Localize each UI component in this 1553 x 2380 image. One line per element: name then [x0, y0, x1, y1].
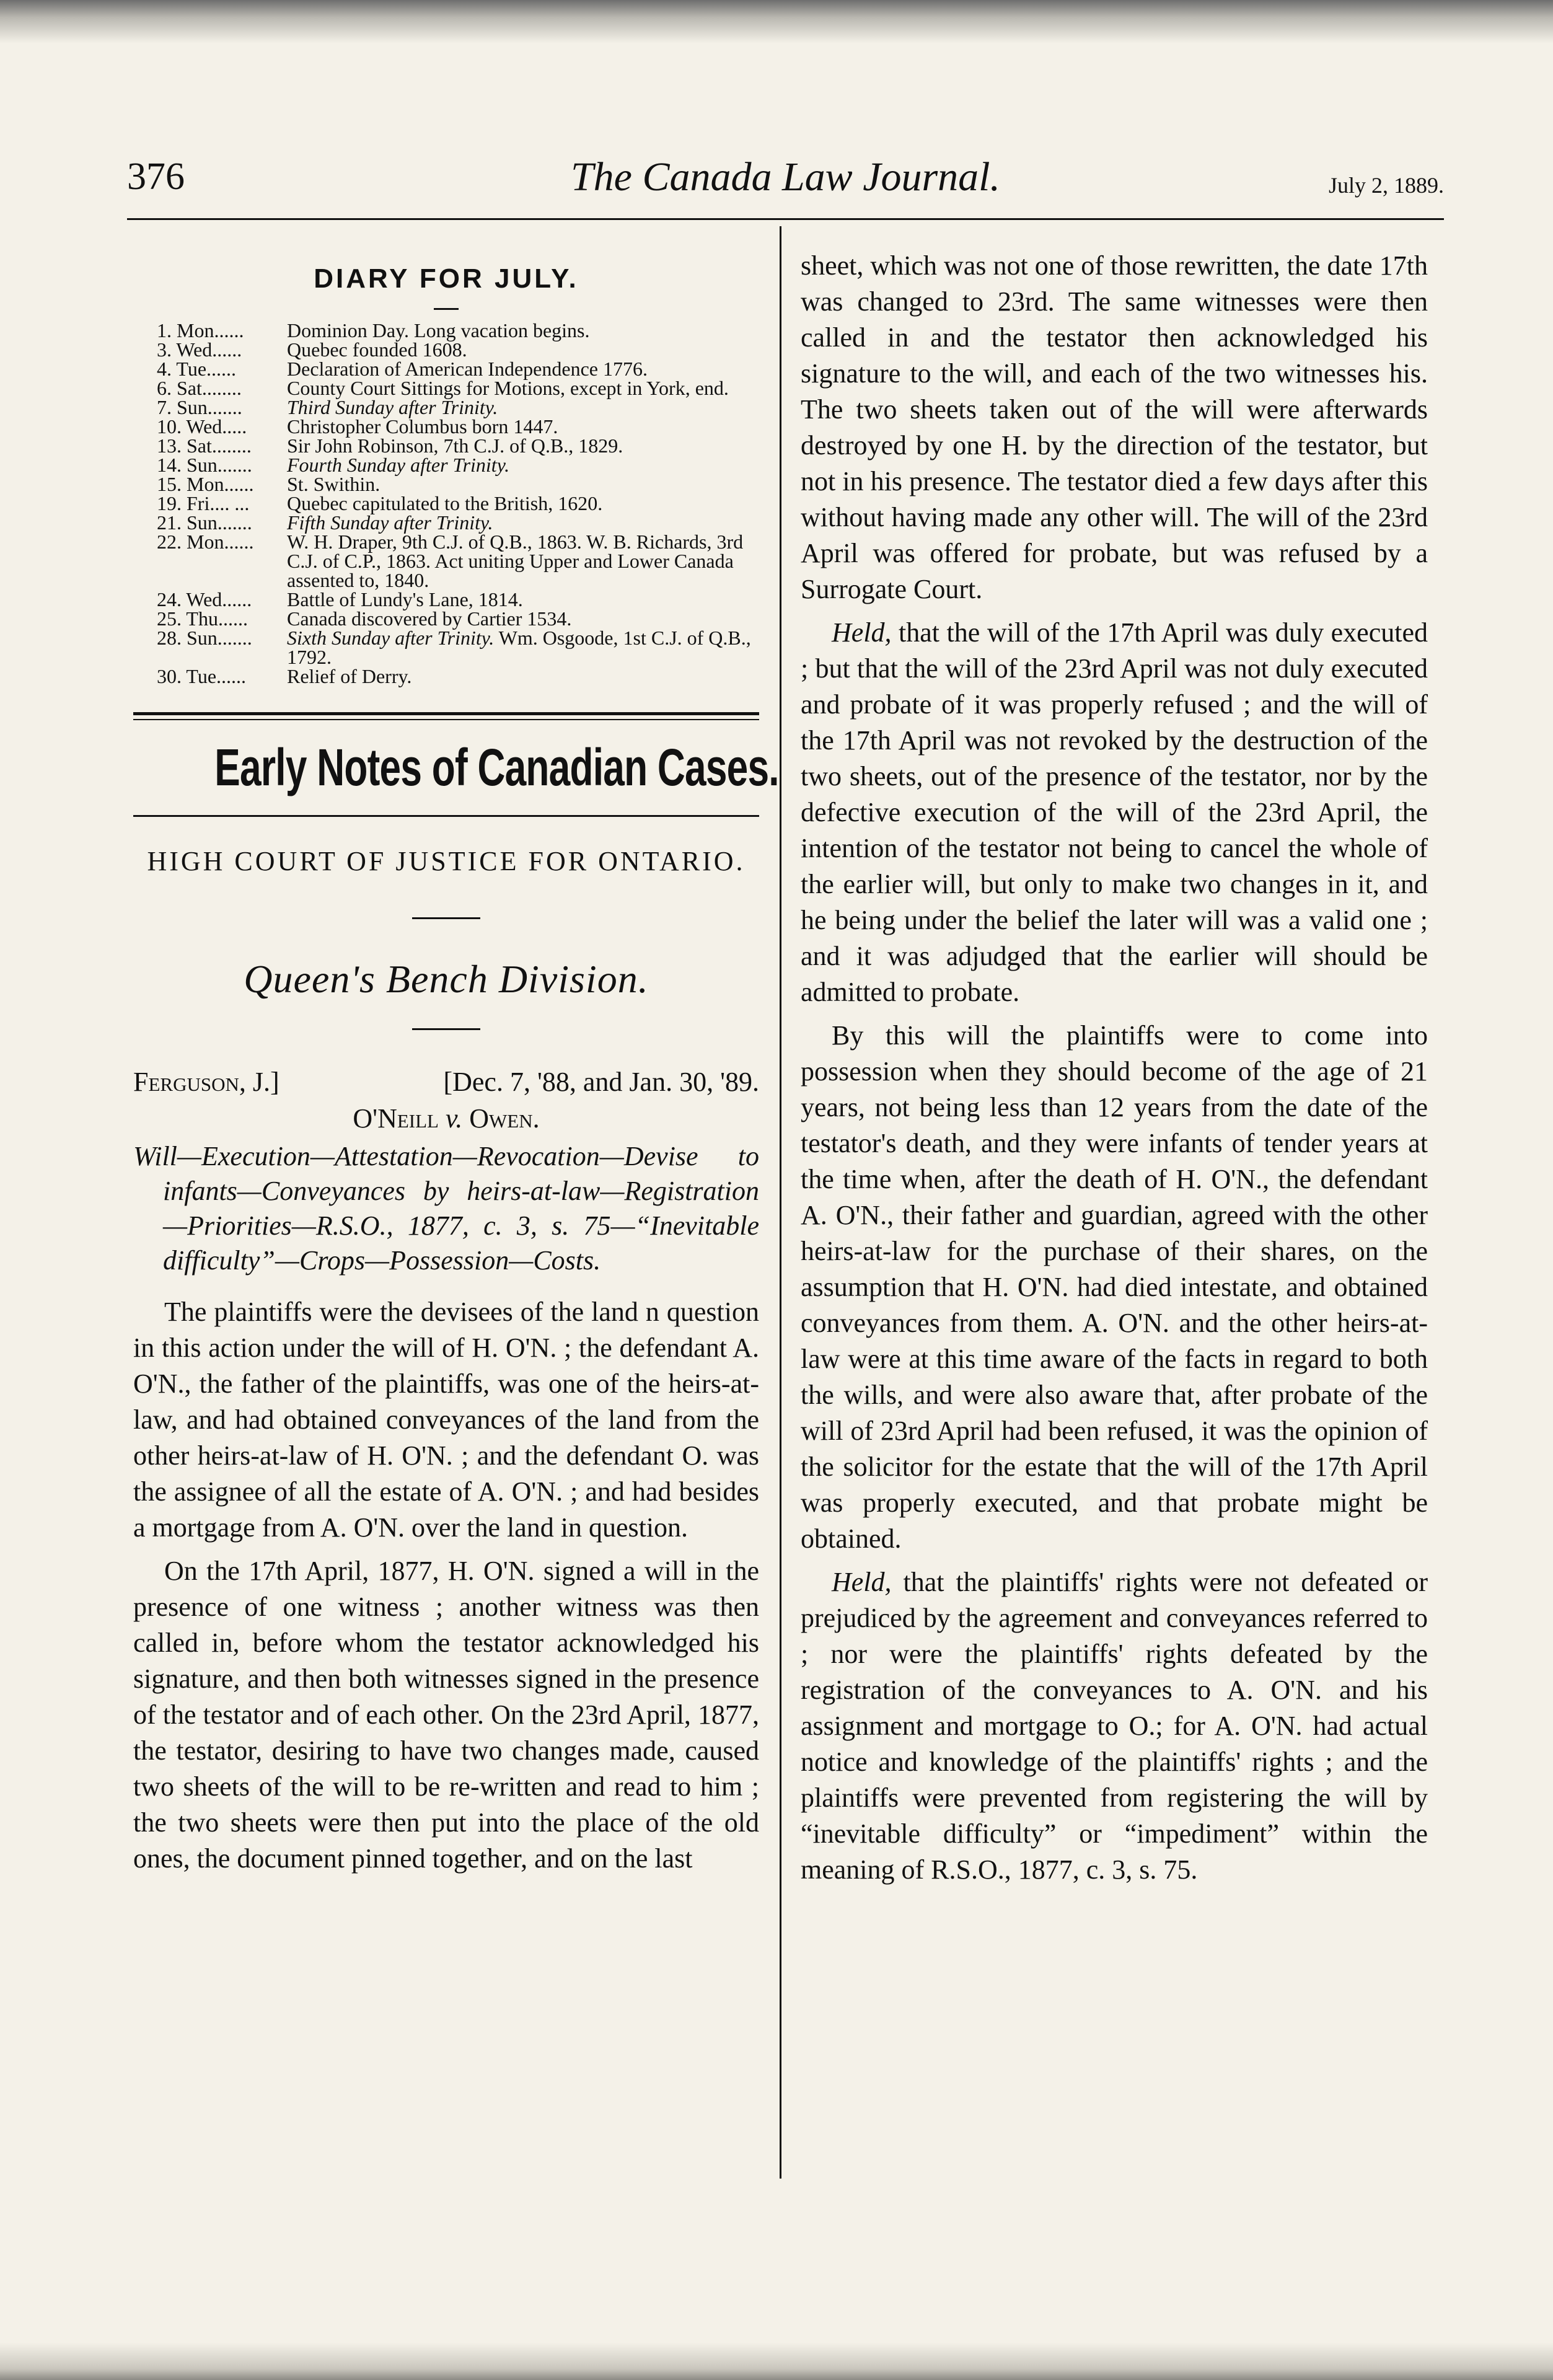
diary-entry: [157, 398, 759, 417]
diary-text: Declaration of American Independence 1776.: [287, 358, 648, 380]
left-column: [133, 248, 779, 1877]
section-title: Early Notes of Canadian Cases.: [214, 738, 779, 796]
diary-date: 13. Sat........: [157, 434, 252, 457]
diary-text: Fifth Sunday after Trinity.: [287, 511, 493, 534]
diary-text: Quebec founded 1608.: [287, 338, 467, 361]
diary-entry: [157, 321, 759, 340]
case-defendant: Owen.: [469, 1103, 540, 1134]
diary-text: Fourth Sunday after Trinity.: [287, 454, 510, 476]
diary-date: 24. Wed......: [157, 588, 252, 610]
held-word: Held,: [832, 617, 892, 648]
case-plaintiff: O'Neill: [353, 1103, 439, 1134]
short-rule: [412, 917, 480, 919]
diary-text: Dominion Day. Long vacation begins.: [287, 319, 590, 342]
right-column: [801, 248, 1428, 1888]
held-paragraph: [801, 1564, 1428, 1888]
diary-date: 30. Tue......: [157, 665, 247, 687]
page-number: 376: [127, 156, 185, 198]
diary-date: 3. Wed......: [157, 338, 242, 361]
division-title: Queen's Bench Division.: [244, 957, 649, 1001]
diary-entry: [157, 417, 759, 436]
diary-date: 10. Wed.....: [157, 415, 247, 438]
diary-entry: [157, 436, 759, 456]
judge-name: Ferguson, J.]: [133, 1067, 279, 1097]
diary-entry: [157, 532, 759, 590]
held-text: that the will of the 17th April was duly executed ; but that the will of the 23rd April was not duly executed and probate of it was properly refused ; and the will of the 17th April was not revoked by the destruction of the two sheets, out of the presence of the testator, nor by the defective execution of the will of the 23rd April, the intention of the testator not being to cancel the whole of the earlier will, but only to make two changes in it, and he being under the belief the later will was a valid one ; and it was adjudged that the earlier will should be admitted to probate.: [801, 617, 1428, 1007]
diary-text-rest: Wm. Osgoode, 1st C.J. of Q.B., 1792.: [287, 627, 751, 668]
diary-entry: [157, 513, 759, 532]
diary-text: County Court Sittings for Motions, except in York, end.: [287, 377, 729, 399]
diary-entry: [157, 590, 759, 609]
diary-date: 1. Mon......: [157, 319, 244, 342]
right-body: [801, 248, 1428, 1888]
diary-text: W. H. Draper, 9th C.J. of Q.B., 1863. W. B. Richards, 3rd C.J. of C.P., 1863. Act uniting Upper and Lower Canada assented to, 1840.: [287, 531, 744, 591]
column-divider: [780, 226, 781, 2179]
diary-entry: [157, 359, 759, 379]
journal-title: The Canada Law Journal.: [570, 154, 1001, 200]
diary-date: 6. Sat........: [157, 377, 242, 399]
judge-line: [133, 1066, 759, 1098]
running-head: [127, 143, 1444, 211]
diary-entry: [157, 667, 759, 686]
diary-dash: [434, 308, 459, 310]
diary-date: 21. Sun.......: [157, 511, 252, 534]
diary-list: [157, 321, 759, 686]
diary-entry: [157, 628, 759, 667]
diary-text: [287, 628, 759, 667]
held-paragraph: [801, 615, 1428, 1010]
section-rule: [133, 815, 759, 817]
short-rule: [412, 1028, 480, 1030]
diary-date: 14. Sun.......: [157, 454, 252, 476]
diary-title: DIARY FOR JULY.: [314, 263, 579, 294]
diary-text: Third Sunday after Trinity.: [287, 396, 498, 418]
case-dates: [Dec. 7, '88, and Jan. 30, '89.: [443, 1067, 759, 1097]
diary-date: 7. Sun.......: [157, 396, 242, 418]
case-name: [133, 1103, 759, 1134]
court-title: HIGH COURT OF JUSTICE FOR ONTARIO.: [147, 846, 746, 876]
diary-text: St. Swithin.: [287, 473, 381, 495]
diary-entry: [157, 475, 759, 494]
issue-date: July 2, 1889.: [1328, 173, 1444, 198]
diary-entry: [157, 609, 759, 628]
diary-date: 19. Fri.... ...: [157, 492, 250, 514]
diary-date: 15. Mon......: [157, 473, 254, 495]
diary-text: Sir John Robinson, 7th C.J. of Q.B., 1829.: [287, 434, 623, 457]
diary-date: 4. Tue......: [157, 358, 237, 380]
case-versus: v.: [446, 1103, 463, 1134]
header-rule: [127, 218, 1444, 220]
diary-entry: [157, 494, 759, 513]
paragraph: The plaintiffs were the devisees of the land n question in this action under the will of H. O'N. ; the defendant A. O'N., the father of the plaintiffs, was one of the heirs-at-law, and had obtained conveyances of the land from the other heirs-at-law of H. O'N. ; and the defendant O. was the assignee of all the estate of A. O'N. ; and had besides a mortgage from A. O'N. over the land in question.: [133, 1297, 759, 1543]
diary-entry: [157, 340, 759, 359]
diary-date: 22. Mon......: [157, 531, 254, 553]
diary-text: Christopher Columbus born 1447.: [287, 415, 558, 438]
scan-edge-bottom: [0, 2343, 1553, 2380]
diary-entry: [157, 456, 759, 475]
held-word: Held,: [832, 1567, 892, 1597]
diary-entry: [157, 379, 759, 398]
diary-text: Battle of Lundy's Lane, 1814.: [287, 588, 523, 610]
left-body: [133, 1294, 759, 1877]
diary-date: 25. Thu......: [157, 607, 248, 630]
held-text: that the plaintiffs' rights were not defeated or prejudiced by the agreement and conveyances referred to ; nor were the plaintiffs' rights defeated by the registration of the conveyances to A. O'N. and his assignment and mortgage to O.; for A. O'N. had actual notice and knowledge of the plaintiffs' rights ; and the plaintiffs were prevented from registering the will by “inevitable difficulty” or “impediment” within the meaning of R.S.O., 1877, c. 3, s. 75.: [801, 1567, 1428, 1885]
headnote: Will—Execution—Attestation—Revocation—Devise to infants—Conveyances by heirs-at-law—Registration—Priorities—R.S.O., 1877, c. 3, s. 75—“Inevitable difficulty”—Crops—Possession—Costs.: [133, 1141, 759, 1276]
diary-text: Quebec capitulated to the British, 1620.: [287, 492, 603, 514]
diary-text-italic: Sixth Sunday after Trinity.: [287, 627, 495, 649]
scan-edge-top: [0, 0, 1553, 43]
diary-text: Canada discovered by Cartier 1534.: [287, 607, 572, 630]
paragraph: On the 17th April, 1877, H. O'N. signed a will in the presence of one witness ; another witness was then called in, before whom the testator acknowledged his signature, and then both witnesses signed in the presence of the testator and of each other. On the 23rd April, 1877, the testator, desiring to have two changes made, caused two sheets of the will to be re-written and read to him ; the two sheets were then put into the place of the old ones, the document pinned together, and on the last: [133, 1556, 759, 1874]
diary-date: 28. Sun.......: [157, 627, 252, 649]
paragraph: By this will the plaintiffs were to come into possession when they should become of the age of 21 years, not being less than 12 years from the date of the testator's death, and they were infants of tender years at the time when, after the death of H. O'N., the defendant A. O'N., their father and guardian, agreed with the other heirs-at-law for the purchase of their shares, on the assumption that H. O'N. had died intestate, and obtained conveyances from them. A. O'N. and the other heirs-at-law were at this time aware of the facts in regard to both the wills, and were also aware that, after probate of the will of 23rd April had been refused, it was the opinion of the solicitor for the estate that the will of the 17th April was properly executed, and that probate might be obtained.: [801, 1020, 1428, 1554]
paragraph: sheet, which was not one of those rewritten, the date 17th was changed to 23rd. The same witnesses were then called in and the testator then acknowledged his signature to the will, and each of the two witnesses his. The two sheets taken out of the will were afterwards destroyed by one H. by the direction of the testator, but not in his presence. The testator died a few days after this without having made any other will. The will of the 23rd April was offered for probate, but was refused by a Surrogate Court.: [801, 250, 1428, 604]
diary-text: Relief of Derry.: [287, 665, 412, 687]
section-double-rule: [133, 712, 759, 720]
